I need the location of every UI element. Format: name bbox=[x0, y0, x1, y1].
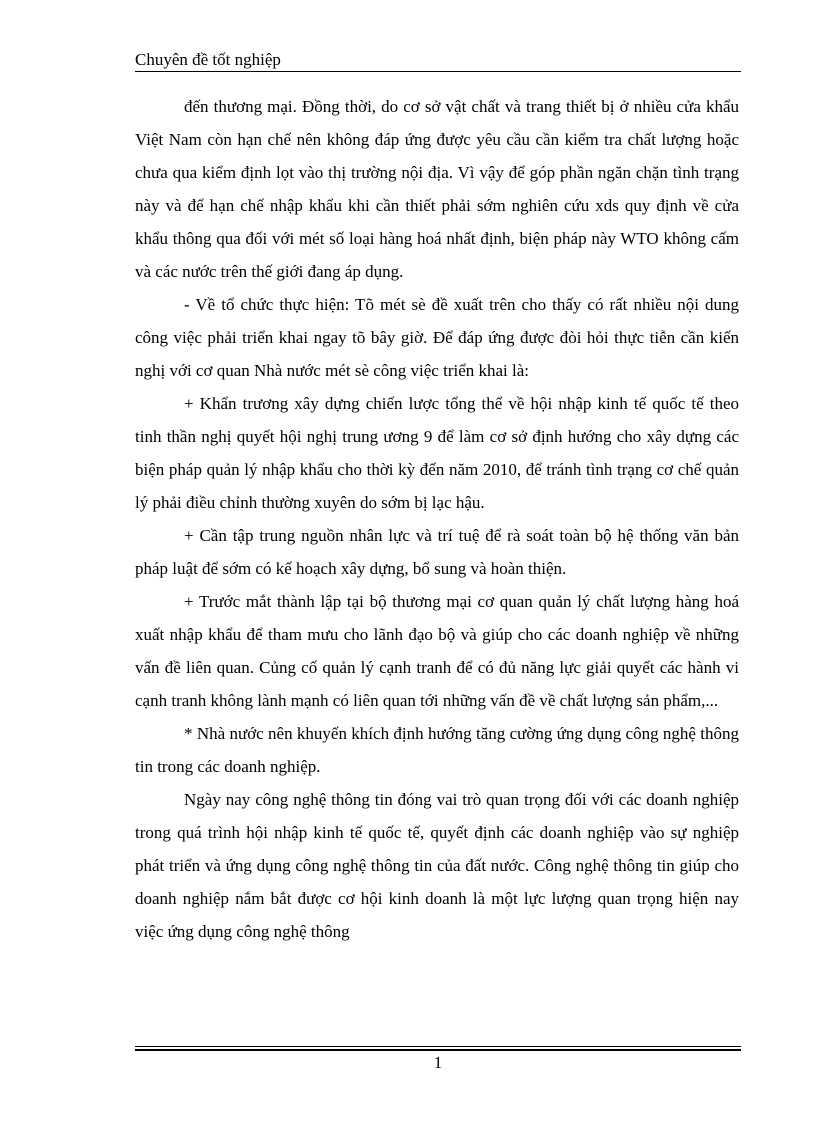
header-divider bbox=[135, 71, 741, 72]
document-body bbox=[135, 90, 739, 948]
paragraph-it-encouragement: * Nhà nước nên khuyến khích định hướng tăng cường ứng dụng công nghệ thông tin trong các doanh nghiệp. bbox=[135, 724, 739, 776]
paragraph-it-role: Ngày nay công nghệ thông tin đóng vai trò quan trọng đối với các doanh nghiệp trong quá trình hội nhập kinh tế quốc tế, quyết định các doanh nghiệp vào sự nghiệp phát triển và ứng dụng công nghệ thông tin của đất nước. Công nghệ thông tin giúp cho doanh nghiệp nắm bắt được cơ hội kinh doanh là một lực lượng quan trọng hiện nay việc ứng dụng công nghệ thông bbox=[135, 790, 739, 941]
page-number: 1 bbox=[433, 1053, 443, 1072]
page-header-title: Chuyên đề tốt nghiệp bbox=[135, 50, 281, 69]
paragraph-strategy: + Khẩn trương xây dựng chiến lược tổng thể về hội nhập kinh tế quốc tế theo tinh thần nghị quyết hội nghị trung ương 9 để làm cơ sở định hướng cho xây dựng các biện pháp quản lý nhập khẩu cho thời kỳ đến năm 2010, để tránh tình trạng cơ chế quản lý phải điều chỉnh thường xuyên do sớm bị lạc hậu. bbox=[135, 394, 739, 512]
footer-divider bbox=[135, 1046, 741, 1051]
paragraph-implementation: - Về tổ chức thực hiện: Tõ mét sè đề xuất trên cho thấy có rất nhiều nội dung công việc phải triển khai ngay tõ bây giờ. Để đáp ứng được đòi hỏi thực tiễn cần kiến nghị với cơ quan Nhà nước mét sè công việc triển khai là: bbox=[135, 295, 739, 380]
paragraph-continuation: đến thương mại. Đồng thời, do cơ sở vật chất và trang thiết bị ở nhiều cửa khẩu Việt Nam còn hạn chế nên không đáp ứng được yêu cầu cần kiểm tra chất lượng hoặc chưa qua kiểm định lọt vào thị trường nội địa. Vì vậy để góp phần ngăn chặn tình trạng này và để hạn chế nhập khẩu khi cần thiết phải sớm nghiên cứu xds quy định về cửa khẩu thông qua đối với mét số loại hàng hoá nhất định, biện pháp này WTO không cấm và các nước trên thế giới đang áp dụng. bbox=[135, 97, 739, 281]
paragraph-legal-review: + Cần tập trung nguồn nhân lực và trí tuệ để rà soát toàn bộ hệ thống văn bản pháp luật để sớm có kế hoạch xây dựng, bổ sung và hoàn thiện. bbox=[135, 526, 739, 578]
paragraph-quality-agency: + Trước mắt thành lập tại bộ thương mại cơ quan quản lý chất lượng hàng hoá xuất nhập khẩu để tham mưu cho lãnh đạo bộ và giúp cho các doanh nghiệp về những vấn đề liên quan. Củng cố quản lý cạnh tranh để có đủ năng lực giải quyết các hành vi cạnh tranh không lành mạnh có liên quan tới những vấn đề về chất lượng sản phẩm,... bbox=[135, 592, 739, 710]
